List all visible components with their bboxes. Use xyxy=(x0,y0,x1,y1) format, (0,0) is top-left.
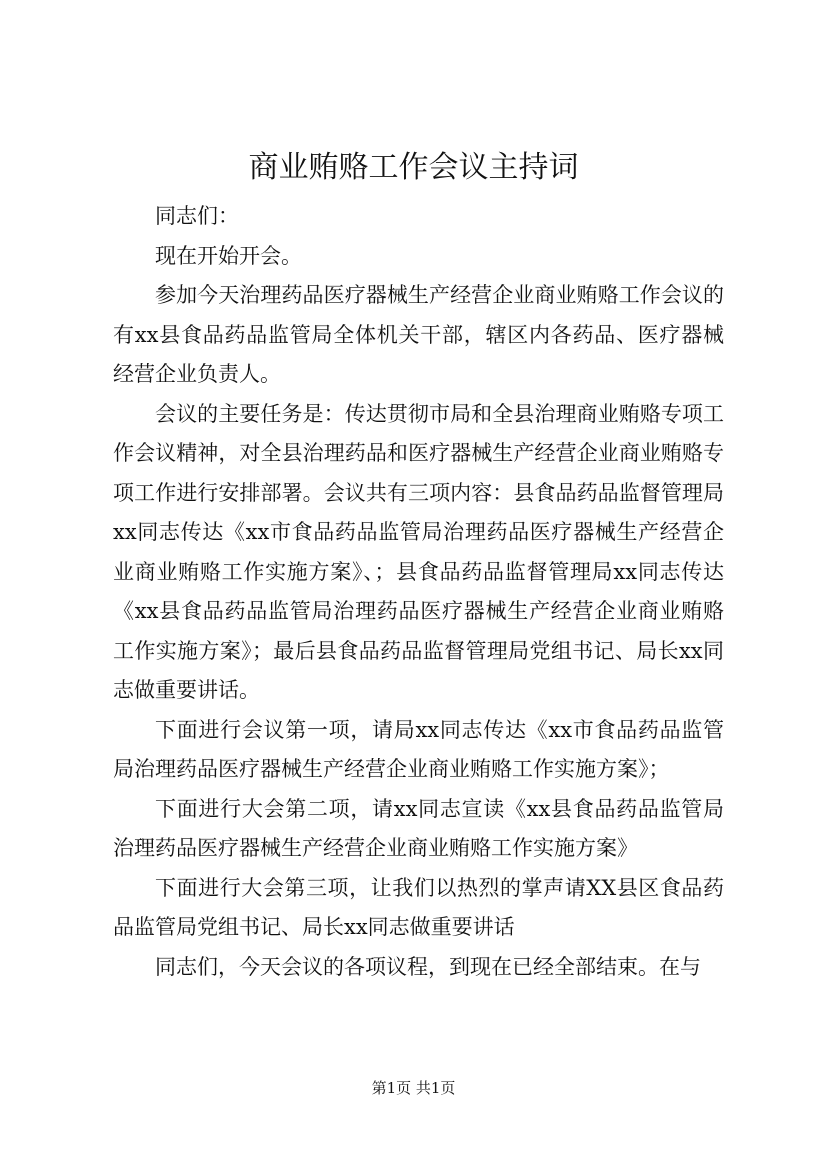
page-number-footer: 第1页 共1页 xyxy=(371,1079,456,1097)
paragraph-agenda: 会议的主要任务是：传达贯彻市局和全县治理商业贿赂专项工作会议精神，对全县治理药品和医疗器械生产经营企业商业贿赂专项工作进行安排部署。会议共有三项内容：县食品药品监督管理局xx同志传达《xx市食品药品监管局治理药品医疗器械生产经营企业商业贿赂工作实施方案》、；县食品药品监督管理局xx同志传达《xx县食品药品监管局治理药品医疗器械生产经营企业商业贿赂工作实施方案》；最后县食品药品监督管理局党组书记、局长xx同志做重要讲话。 xyxy=(113,401,724,702)
paragraph-item-one: 下面进行会议第一项，请局xx同志传达《xx市食品药品监管局治理药品医疗器械生产经营企业商业贿赂工作实施方案》； xyxy=(113,717,724,781)
paragraph-item-three: 下面进行大会第三项，让我们以热烈的掌声请XX县区食品药品监管局党组书记、局长xx同志做重要讲话 xyxy=(113,875,724,939)
paragraph-greeting: 同志们： xyxy=(155,204,239,228)
paragraph-opening: 现在开始开会。 xyxy=(155,243,302,268)
document-body xyxy=(113,197,724,987)
paragraph-attendees: 参加今天治理药品医疗器械生产经营企业商业贿赂工作会议的有xx县食品药品监管局全体机关干部，辖区内各药品、医疗器械经营企业负责人。 xyxy=(113,283,724,386)
paragraph-closing: 同志们，今天会议的各项议程，到现在已经全部结束。在与 xyxy=(155,954,701,979)
document-title: 商业贿赂工作会议主持词 xyxy=(248,150,579,185)
paragraph-item-two: 下面进行大会第二项，请xx同志宣读《xx县食品药品监管局治理药品医疗器械生产经营企业商业贿赂工作实施方案》 xyxy=(113,796,724,860)
